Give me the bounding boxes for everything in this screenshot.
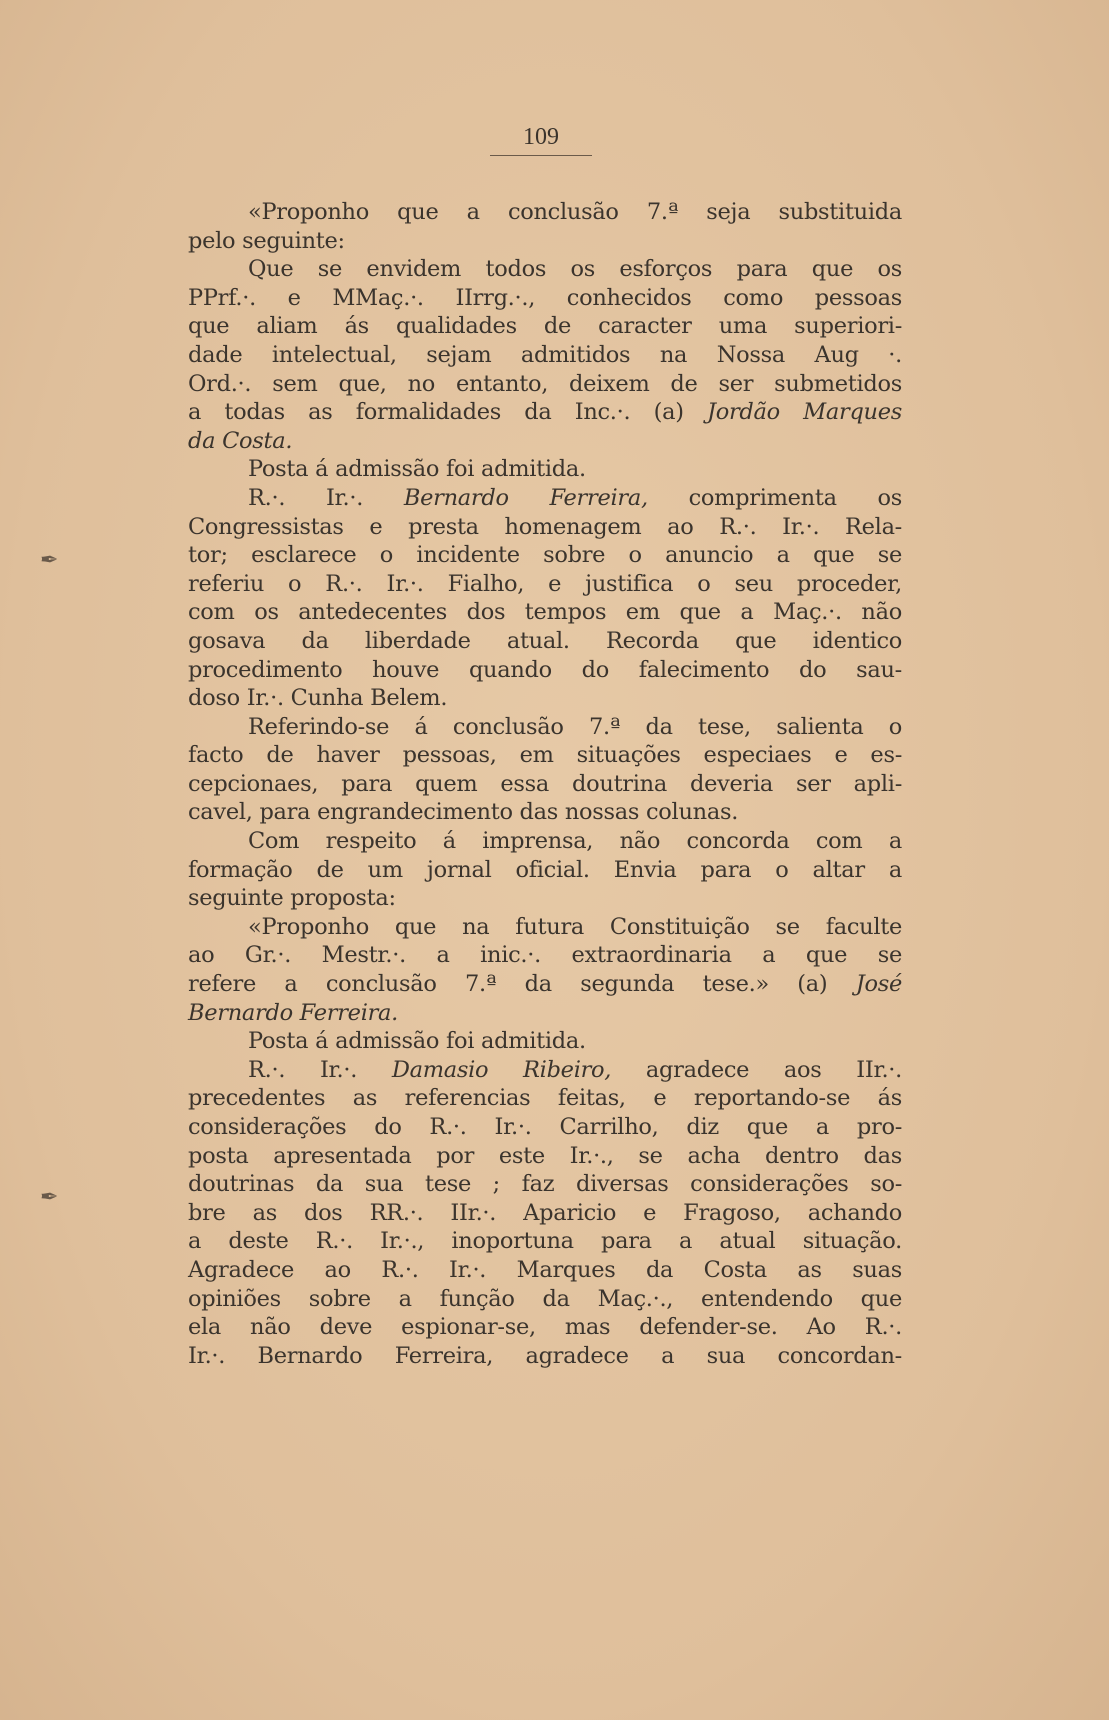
text-run: ela não deve espionar-se, mas defender-se. Ao R.·. <box>188 1314 902 1341</box>
text-run: Posta á admissão foi admitida. <box>248 456 586 483</box>
text-run: formação de um jornal oficial. Envia para o altar a <box>188 856 902 883</box>
text-line <box>188 198 902 227</box>
text-run: doutrinas da sua tese ; faz diversas considerações so- <box>188 1171 902 1198</box>
text-line <box>188 1342 902 1371</box>
text-run: gosava da liberdade atual. Recorda que identico <box>188 627 902 654</box>
margin-mark: ✒ <box>40 548 59 573</box>
italic-name: Bernardo Ferreira. <box>188 999 399 1026</box>
text-run: ao Gr.·. Mestr.·. a inic.·. extraordinaria a que se <box>188 942 902 969</box>
text-line <box>188 398 902 427</box>
text-line <box>188 627 902 656</box>
text-line <box>188 1056 902 1085</box>
margin-mark: ✒ <box>40 1185 59 1210</box>
text-line <box>188 856 902 885</box>
text-run: cepcionaes, para quem essa doutrina deveria ser apli- <box>188 770 902 797</box>
text-line <box>188 656 902 685</box>
text-line <box>188 684 902 713</box>
text-line <box>188 770 902 799</box>
text-line <box>188 1084 902 1113</box>
text-run: comprimenta os <box>647 484 902 511</box>
italic-name: da Costa. <box>188 427 293 454</box>
italic-name: José <box>855 971 902 998</box>
text-run: Agradece ao R.·. Ir.·. Marques da Costa as suas <box>188 1256 902 1283</box>
text-line <box>188 913 902 942</box>
text-line <box>188 941 902 970</box>
text-run: procedimento houve quando do falecimento do sau- <box>188 656 902 683</box>
text-line <box>188 370 902 399</box>
text-run: bre as dos RR.·. IIr.·. Aparicio e Fragoso, achando <box>188 1199 902 1226</box>
italic-name: Jordão Marques <box>706 399 903 426</box>
text-line <box>188 884 902 913</box>
text-run: Ir.·. Bernardo Ferreira, agradece a sua concordan- <box>188 1342 902 1369</box>
text-line <box>188 427 902 456</box>
italic-name: Bernardo Ferreira, <box>403 484 648 511</box>
text-run: seguinte proposta: <box>188 885 396 912</box>
text-line <box>188 1170 902 1199</box>
text-run: pelo seguinte: <box>188 227 345 254</box>
text-run: dade intelectual, sejam admitidos na Nossa Aug ·. <box>188 341 902 368</box>
text-run: opiniões sobre a função da Maç.·., entendendo que <box>188 1285 902 1312</box>
text-line <box>188 999 902 1028</box>
text-line <box>188 227 902 256</box>
text-run: Congressistas e presta homenagem ao R.·. Ir.·. Rela- <box>188 513 902 540</box>
text-line <box>188 255 902 284</box>
text-run: PPrf.·. e MMaç.·. IIrrg.·., conhecidos como pessoas <box>188 284 902 311</box>
text-run: R.·. Ir.·. <box>248 484 404 511</box>
text-run: considerações do R.·. Ir.·. Carrilho, diz que a pro- <box>188 1114 902 1140</box>
text-run: posta apresentada por este Ir.·., se acha dentro das <box>188 1142 902 1169</box>
text-run: refere a conclusão 7.ª da segunda tese.» (a) <box>188 971 856 998</box>
body-text <box>188 198 902 1370</box>
text-line <box>188 741 902 770</box>
text-run: referiu o R.·. Ir.·. Fialho, e justifica o seu proceder, <box>188 570 902 597</box>
text-line <box>188 1256 902 1285</box>
text-line <box>188 1027 902 1056</box>
text-line <box>188 455 902 484</box>
text-line <box>188 1313 902 1342</box>
page-number: 109 <box>490 124 592 156</box>
text-line <box>188 513 902 542</box>
text-line <box>188 827 902 856</box>
text-line <box>188 570 902 599</box>
text-run: facto de haver pessoas, em situações especiaes e es- <box>188 742 902 769</box>
text-run: «Proponho que a conclusão 7.ª seja substituida <box>248 199 902 225</box>
text-run: Referindo-se á conclusão 7.ª da tese, salienta o <box>248 713 902 740</box>
text-run: Com respeito á imprensa, não concorda com a <box>248 828 902 855</box>
text-line <box>188 970 902 999</box>
text-line <box>188 713 902 742</box>
text-run: a deste R.·. Ir.·., inoportuna para a atual situação. <box>188 1228 902 1255</box>
text-run: Que se envidem todos os esforços para que os <box>248 256 902 283</box>
italic-name: Damasio Ribeiro, <box>391 1056 612 1083</box>
text-run: que aliam ás qualidades de caracter uma superiori- <box>188 313 902 340</box>
text-run: tor; esclarece o incidente sobre o anuncio a que se <box>188 542 902 569</box>
text-line <box>188 541 902 570</box>
text-run: agradece aos IIr.·. <box>611 1056 903 1083</box>
text-run: doso Ir.·. Cunha Belem. <box>188 685 448 712</box>
text-line <box>188 1113 902 1142</box>
text-line <box>188 1227 902 1256</box>
text-run: Posta á admissão foi admitida. <box>248 1028 586 1055</box>
text-run: «Proponho que na futura Constituição se faculte <box>248 913 902 940</box>
text-line <box>188 1285 902 1314</box>
text-line <box>188 341 902 370</box>
text-line <box>188 598 902 627</box>
text-line <box>188 312 902 341</box>
text-line <box>188 284 902 313</box>
text-run: com os antedecentes dos tempos em que a Maç.·. não <box>188 599 902 626</box>
text-run: Ord.·. sem que, no entanto, deixem de ser submetidos <box>188 370 902 397</box>
text-line <box>188 484 902 513</box>
text-line <box>188 1142 902 1171</box>
text-run: a todas as formalidades da Inc.·. (a) <box>188 399 707 426</box>
text-run: precedentes as referencias feitas, e reportando-se ás <box>188 1085 902 1112</box>
text-run: cavel, para engrandecimento das nossas colunas. <box>188 799 739 826</box>
text-run: R.·. Ir.·. <box>248 1056 392 1083</box>
text-line <box>188 798 902 827</box>
text-line <box>188 1199 902 1228</box>
